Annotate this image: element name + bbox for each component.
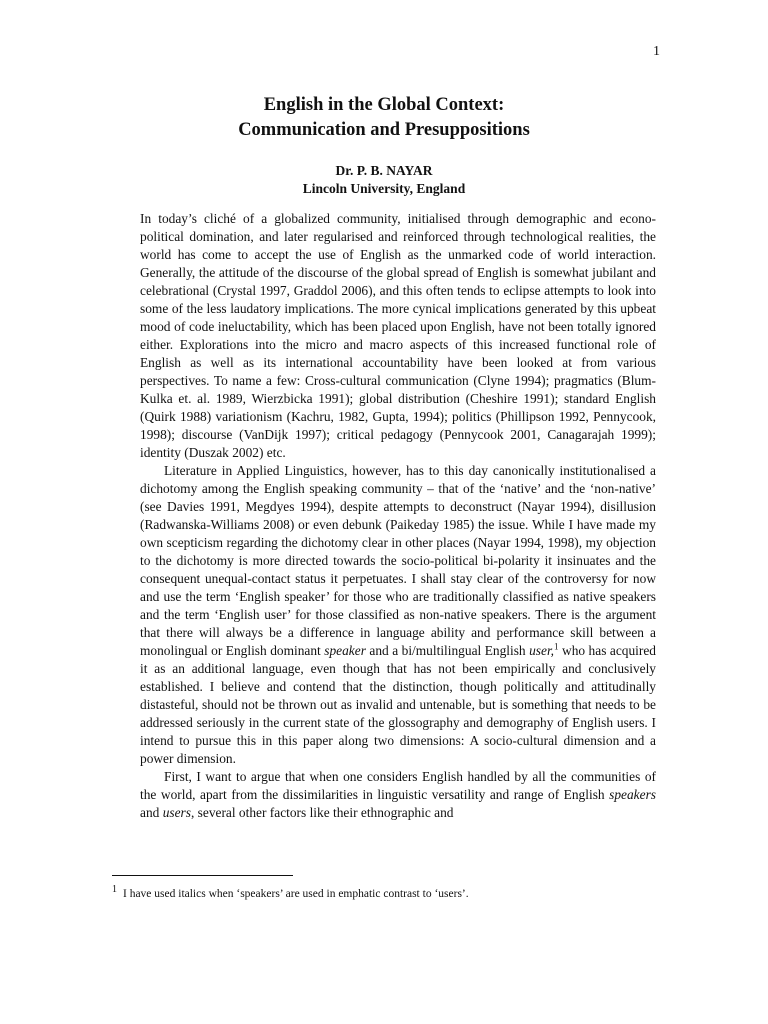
italic-users: users [162, 805, 191, 820]
paragraph-1: In today’s cliché of a globalized community, initialised through demographic and econo-political domination, and later regularised and reinforced through technological realities, the world has come to accept the use of English as the unmarked code of world interaction. Generally, the attitude of the discourse of the global spread of English is somewhat jubilant and celebrational (Crystal 1997, Graddol 2006), and this often tends to eclipse attempts to look into some of the less laudatory implications. The more cynical implications generated by this upbeat mood of code ineluctability, which has been placed upon English, have not been totally ignored either. Explorations into the micro and macro aspects of this increased functional role of English as well as its international accountability have been looked at from various perspectives. To name a few: Cross-cultural communication (Clyne 1994); pragmatics (Blum-Kulka et. al. 1989, Wierzbicka 1991); global distribution (Cheshire 1991); standard English (Quirk 1988) variationism (Kachru, 1982, Gupta, 1994); politics (Phillipson 1992, Pennycook, 1998); discourse (VanDijk 1997); critical pedagogy (Pennycook 2001, Canagarajah 1999); identity (Duszak 2002) etc. [140, 211, 656, 460]
author-name: Dr. P. B. NAYAR [335, 163, 433, 178]
paragraph-2-text-b: and a bi/multilingual English [365, 643, 530, 658]
paragraph-3-text-b: and [140, 805, 163, 820]
italic-user: user, [529, 643, 555, 658]
italic-speakers: speakers [609, 787, 656, 802]
title-line-1: English in the Global Context: [263, 95, 505, 115]
paper-title [0, 93, 768, 143]
footnote-text: I have used italics when ‘speakers’ are used in emphatic contrast to ‘users’. [123, 887, 469, 900]
body-text [140, 210, 656, 822]
footnote-reference: 1 [554, 641, 559, 652]
footnote-marker: 1 [112, 884, 117, 895]
paragraph-2-text-a: Literature in Applied Linguistics, however, has to this day canonically institutionalised a dichotomy among the English speaking community – that of the ‘native’ and the ‘non-native’ (see Davies 1991, Megdyes 1994), despite attempts to deconstruct (Nayar 1994), disillusion (Radwanska-Williams 2008) or even debunk (Paikeday 1985) the issue. While I have made my own scepticism regarding the dichotomy clear in other places (Nayar 1994, 1998), my objection to the dichotomy is more directed towards the socio-political bi-polarity it insinuates and the consequent unequal-contact status it perpetuates. I shall stay clear of the controversy for now and use the term ‘English speaker’ for those who are traditionally classified as native speakers and the term ‘English user’ for those classified as non-native speakers. There is the argument that there will always be a difference in language ability and performance skill between a monolingual or English dominant [140, 463, 656, 658]
italic-speaker: speaker [324, 643, 366, 658]
paragraph-3 [140, 768, 656, 822]
paragraph-2-text-c: who has acquired it as an additional language, even though that has not been empirically and conclusively established. I believe and contend that the distinction, though politically and attitudinally distasteful, should not be thrown out as invalid and untenable, but is something that needs to be addressed seriously in the current state of the glossography and demography of English users. I intend to pursue this in this paper along two dimensions: A socio-cultural dimension and a power dimension. [140, 643, 656, 766]
paragraph-3-text-a: First, I want to argue that when one considers English handled by all the communities of the world, apart from the dissimilarities in linguistic versatility and range of English [140, 769, 656, 802]
page-number: 1 [653, 44, 660, 59]
paragraph-3-text-c: , several other factors like their ethnographic and [190, 805, 454, 820]
title-line-2: Communication and Presuppositions [238, 120, 530, 140]
footnote [112, 882, 672, 902]
author-affiliation: Lincoln University, England [302, 181, 466, 196]
author-block [0, 162, 768, 198]
paragraph-2 [140, 462, 656, 768]
footnote-divider [112, 875, 293, 876]
